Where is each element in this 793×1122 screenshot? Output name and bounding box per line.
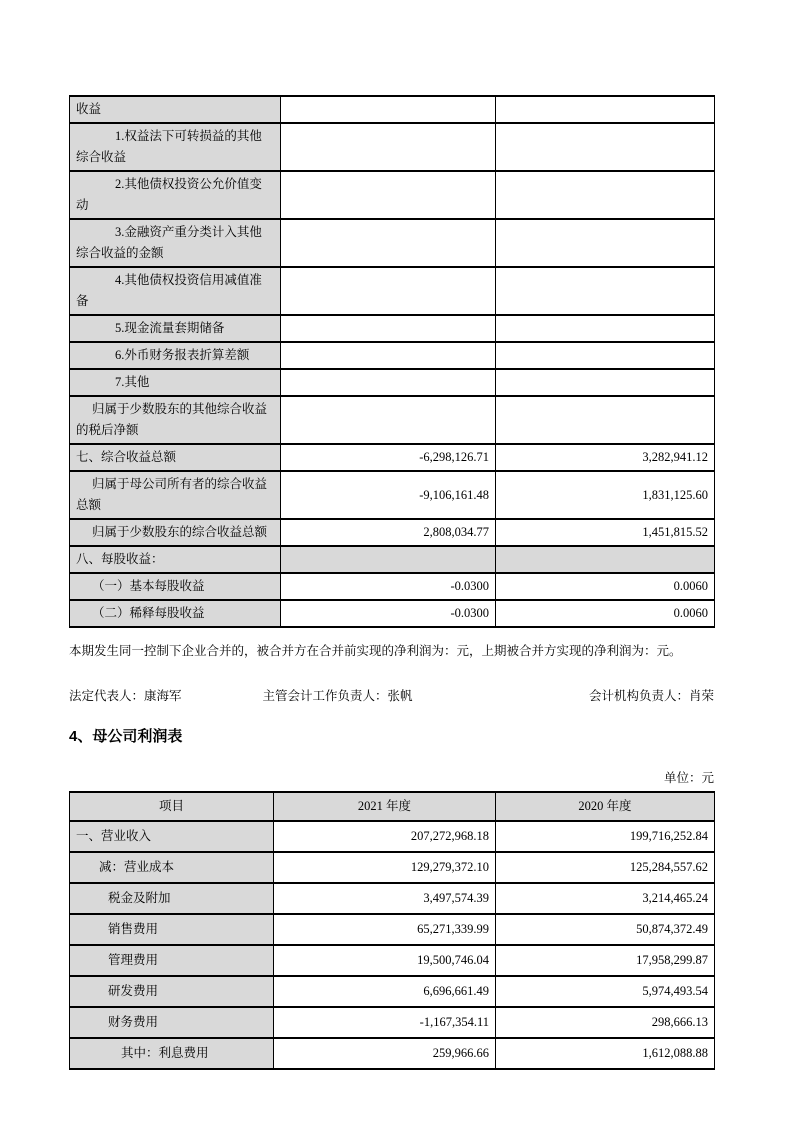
table-row bbox=[70, 1038, 715, 1069]
row-label: 收益 bbox=[70, 96, 281, 123]
row-value-2021 bbox=[281, 123, 496, 171]
row-value-2020: 3,282,941.12 bbox=[496, 444, 715, 471]
table-row bbox=[70, 444, 715, 471]
row-value-2021: -0.0300 bbox=[281, 600, 496, 627]
row-label: 7.其他 bbox=[70, 369, 281, 396]
parent-income-table bbox=[69, 791, 715, 1070]
table-row bbox=[70, 914, 715, 945]
merger-note: 本期发生同一控制下企业合并的，被合并方在合并前实现的净利润为：元，上期被合并方实现的净利润为：元。 bbox=[69, 644, 682, 658]
row-label: 1.权益法下可转损益的其他综合收益 bbox=[70, 123, 281, 171]
row-value-2020: 0.0060 bbox=[496, 573, 715, 600]
row-label: 归属于少数股东的综合收益总额 bbox=[70, 519, 281, 546]
row-value-2020 bbox=[496, 546, 715, 573]
row-value-2020: 0.0060 bbox=[496, 600, 715, 627]
row-label: （二）稀释每股收益 bbox=[70, 600, 281, 627]
table-row bbox=[70, 945, 715, 976]
row-value-2020: 125,284,557.62 bbox=[496, 852, 715, 883]
row-value-2020: 50,874,372.49 bbox=[496, 914, 715, 945]
row-value-2021: -0.0300 bbox=[281, 573, 496, 600]
row-label: 6.外币财务报表折算差额 bbox=[70, 342, 281, 369]
row-value-2020: 1,612,088.88 bbox=[496, 1038, 715, 1069]
row-value-2021: -9,106,161.48 bbox=[281, 471, 496, 519]
row-value-2021 bbox=[281, 396, 496, 444]
row-value-2021: 6,696,661.49 bbox=[274, 976, 496, 1007]
row-value-2020 bbox=[496, 396, 715, 444]
row-value-2020 bbox=[496, 219, 715, 267]
row-value-2020: 298,666.13 bbox=[496, 1007, 715, 1038]
table-row bbox=[70, 171, 715, 219]
row-value-2020 bbox=[496, 369, 715, 396]
row-value-2020: 1,831,125.60 bbox=[496, 471, 715, 519]
accounting-head-label: 会计机构负责人：肖荣 bbox=[588, 689, 714, 703]
table-row bbox=[70, 471, 715, 519]
row-value-2021: 19,500,746.04 bbox=[274, 945, 496, 976]
table-row bbox=[70, 219, 715, 267]
table-header-row bbox=[70, 792, 715, 821]
row-value-2021: -6,298,126.71 bbox=[281, 444, 496, 471]
table-row bbox=[70, 852, 715, 883]
row-label: 财务费用 bbox=[70, 1007, 274, 1038]
row-label: 4.其他债权投资信用减值准备 bbox=[70, 267, 281, 315]
row-value-2020: 1,451,815.52 bbox=[496, 519, 715, 546]
table-row bbox=[70, 1007, 715, 1038]
legal-representative-label: 法定代表人：康海军 bbox=[69, 689, 182, 703]
row-value-2021: 2,808,034.77 bbox=[281, 519, 496, 546]
col-header-2021: 2021 年度 bbox=[274, 792, 496, 821]
row-value-2021 bbox=[281, 342, 496, 369]
table-row bbox=[70, 96, 715, 123]
row-value-2021: 207,272,968.18 bbox=[274, 821, 496, 852]
row-value-2020: 5,974,493.54 bbox=[496, 976, 715, 1007]
page-content bbox=[69, 95, 714, 1070]
row-value-2021 bbox=[281, 546, 496, 573]
row-value-2021: -1,167,354.11 bbox=[274, 1007, 496, 1038]
section-heading: 4、母公司利润表 bbox=[69, 728, 183, 745]
table-row bbox=[70, 600, 715, 627]
row-value-2021: 259,966.66 bbox=[274, 1038, 496, 1069]
table-row bbox=[70, 123, 715, 171]
row-value-2021: 65,271,339.99 bbox=[274, 914, 496, 945]
row-label: 其中：利息费用 bbox=[70, 1038, 274, 1069]
table-row bbox=[70, 342, 715, 369]
table-row bbox=[70, 976, 715, 1007]
table-row bbox=[70, 267, 715, 315]
row-value-2020: 3,214,465.24 bbox=[496, 883, 715, 914]
row-label: 八、每股收益： bbox=[70, 546, 281, 573]
table-row bbox=[70, 546, 715, 573]
table-row bbox=[70, 573, 715, 600]
row-value-2020 bbox=[496, 96, 715, 123]
col-header-2020: 2020 年度 bbox=[496, 792, 715, 821]
row-value-2021 bbox=[281, 315, 496, 342]
row-value-2020: 199,716,252.84 bbox=[496, 821, 715, 852]
row-value-2020 bbox=[496, 315, 715, 342]
row-label: 2.其他债权投资公允价值变动 bbox=[70, 171, 281, 219]
table-row bbox=[70, 883, 715, 914]
row-label: 七、综合收益总额 bbox=[70, 444, 281, 471]
row-label: 一、营业收入 bbox=[70, 821, 274, 852]
row-label: 3.金融资产重分类计入其他综合收益的金额 bbox=[70, 219, 281, 267]
table-row bbox=[70, 519, 715, 546]
chief-accounting-officer-label: 主管会计工作负责人：张帆 bbox=[262, 689, 413, 703]
row-label: 归属于少数股东的其他综合收益的税后净额 bbox=[70, 396, 281, 444]
row-value-2021 bbox=[281, 369, 496, 396]
row-label: （一）基本每股收益 bbox=[70, 573, 281, 600]
row-value-2021: 129,279,372.10 bbox=[274, 852, 496, 883]
col-header-item: 项目 bbox=[70, 792, 274, 821]
table-row bbox=[70, 396, 715, 444]
row-label: 管理费用 bbox=[70, 945, 274, 976]
row-label: 税金及附加 bbox=[70, 883, 274, 914]
row-label: 研发费用 bbox=[70, 976, 274, 1007]
row-value-2020: 17,958,299.87 bbox=[496, 945, 715, 976]
row-value-2021 bbox=[281, 267, 496, 315]
unit-label: 单位：元 bbox=[663, 771, 714, 785]
row-value-2020 bbox=[496, 171, 715, 219]
row-value-2020 bbox=[496, 342, 715, 369]
row-value-2021: 3,497,574.39 bbox=[274, 883, 496, 914]
row-value-2021 bbox=[281, 171, 496, 219]
table-row bbox=[70, 369, 715, 396]
table-row bbox=[70, 821, 715, 852]
row-value-2020 bbox=[496, 123, 715, 171]
row-label: 销售费用 bbox=[70, 914, 274, 945]
signature-line bbox=[69, 686, 714, 707]
row-label: 减：营业成本 bbox=[70, 852, 274, 883]
row-value-2020 bbox=[496, 267, 715, 315]
row-label: 归属于母公司所有者的综合收益总额 bbox=[70, 471, 281, 519]
row-value-2021 bbox=[281, 219, 496, 267]
row-value-2021 bbox=[281, 96, 496, 123]
comprehensive-income-table bbox=[69, 95, 715, 628]
table-row bbox=[70, 315, 715, 342]
row-label: 5.现金流量套期储备 bbox=[70, 315, 281, 342]
